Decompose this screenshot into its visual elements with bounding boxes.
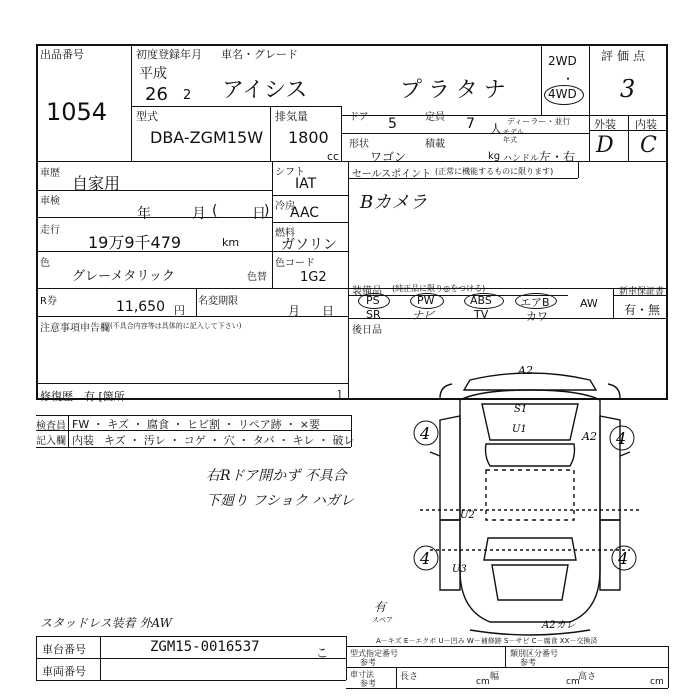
equipment-label: 装備品	[352, 286, 382, 297]
tire-rear-right: 4	[618, 549, 629, 568]
car-name-label: 車名・グレード	[221, 48, 298, 61]
sales-point-value: Bカメラ	[360, 192, 428, 213]
inspection-month: 月	[192, 206, 206, 222]
doors-label: ドア	[349, 112, 369, 123]
chassis-value: ZGM15-0016537	[150, 639, 260, 655]
inspection-paren-close: )	[264, 203, 270, 219]
color-change-label: 色替	[247, 272, 267, 283]
divider	[541, 44, 542, 115]
divider	[396, 667, 397, 688]
lot-number-label: 出品番号	[40, 48, 84, 61]
equipment-note: (純正品に限り◎をつける)	[392, 284, 486, 293]
model-value: DBA-ZGM15W	[150, 128, 264, 147]
registration-era: 平成	[139, 66, 167, 82]
damage-legend: A－キズ E－エクボ U－凹み W－補修跡 S－サビ C－腐食 XX－交換済	[376, 637, 598, 645]
equipment-aw: AW	[580, 297, 598, 310]
mileage-unit: km	[222, 236, 240, 249]
score-label: 評価点	[601, 49, 650, 63]
shift-value: IAT	[295, 176, 317, 192]
damage-mark: A2	[518, 364, 533, 377]
car-grade: プラタナ	[400, 78, 512, 103]
divider	[36, 636, 346, 637]
handle-label: ハンドル	[503, 154, 540, 164]
equipment-leather: カワ	[526, 310, 548, 323]
divider	[505, 646, 506, 667]
car-name: アイシス	[222, 78, 308, 103]
score-value: 3	[620, 75, 636, 103]
fuel-value: ガソリン	[281, 237, 337, 253]
handwritten-note-1: 右Rドア開かず 不具合	[206, 468, 347, 484]
mileage-label: 走行	[40, 225, 60, 236]
class-number-label: 類別区分番号	[510, 649, 558, 658]
expiry-month: 月	[288, 304, 301, 318]
divider	[272, 195, 348, 196]
registration-label: 初度登録年月	[136, 48, 202, 61]
sales-point-note: (正常に機能するものに限ります)	[435, 167, 554, 176]
mileage-value: 19万9千479	[88, 233, 182, 252]
displacement-value: 1800	[288, 128, 329, 147]
equipment-tv: TV	[474, 308, 489, 321]
repair-value: 有 [箇所	[84, 390, 125, 403]
divider	[578, 161, 579, 178]
class-number-ref: 参考	[520, 658, 536, 667]
recycle-unit: 円	[174, 304, 185, 317]
drive-4wd: 4WD	[548, 87, 577, 101]
handwritten-note-2: 下廻り フショク ハガレ	[206, 493, 355, 509]
divider	[36, 383, 348, 384]
divider	[628, 115, 629, 161]
history-label: 車歴	[40, 168, 60, 179]
check-label-2: 記入欄	[36, 436, 66, 447]
divider	[100, 636, 101, 680]
capacity-value: 7	[466, 116, 475, 132]
divider	[589, 44, 590, 161]
damage-mark: U1	[512, 424, 527, 435]
equipment-ps: PS	[366, 294, 380, 307]
divider	[346, 667, 668, 668]
model-label: 型式	[136, 110, 158, 123]
body-value: ワゴン	[370, 150, 407, 164]
size-label: 車寸法	[350, 670, 374, 679]
divider	[346, 636, 347, 680]
car-damage-diagram	[400, 360, 670, 650]
check-interior-label: 内装	[72, 434, 94, 447]
drive-dot: ・	[562, 72, 575, 86]
tire-front-right: 4	[616, 429, 627, 448]
ac-value: AAC	[290, 205, 320, 221]
drive-2wd: 2WD	[548, 54, 577, 68]
divider	[348, 318, 668, 319]
divider	[68, 415, 69, 447]
exterior-score: D	[596, 133, 614, 158]
divider	[613, 288, 614, 318]
height-unit: cm	[650, 677, 664, 687]
load-unit: kg	[488, 151, 501, 162]
divider	[668, 646, 669, 688]
color-code-label: 色コード	[275, 258, 315, 269]
warranty-label: 新車保証書	[619, 287, 665, 297]
warranty-value: 有・無	[624, 303, 661, 317]
damage-mark: A2	[582, 430, 597, 443]
divider	[272, 222, 348, 223]
divider	[348, 161, 349, 400]
equipment-sr: SR	[366, 308, 381, 321]
color-code-value: 1G2	[300, 270, 327, 285]
inspection-paren: (	[212, 203, 218, 219]
divider	[270, 106, 271, 161]
check-interior-row: キズ ・ 汚レ ・ コゲ ・ 穴 ・ タバ ・ キレ ・ 破レ	[104, 434, 355, 447]
displacement-label: 排気量	[275, 110, 308, 123]
exterior-label: 外装	[594, 118, 616, 131]
history-value: 自家用	[72, 174, 121, 193]
recycle-value: 11,650	[116, 299, 165, 315]
lot-number-value: 1054	[46, 98, 108, 126]
shift-label: シフト	[275, 167, 305, 178]
body-outline	[460, 390, 600, 622]
size-ref: 参考	[360, 679, 376, 688]
equipment-abs: ABS	[470, 294, 492, 307]
divider	[341, 133, 589, 134]
registration-year: 26	[145, 84, 168, 105]
doors-value: 5	[388, 116, 397, 132]
damage-mark: U3	[452, 564, 467, 575]
fuel-label: 燃料	[275, 228, 295, 239]
vehicle-number-label: 車両番号	[42, 665, 86, 678]
notes-label: 注意事項申告欄	[40, 323, 110, 334]
type-number-label: 型式指定番号	[350, 649, 398, 658]
inspection-year: 年	[137, 206, 151, 222]
divider	[196, 288, 197, 316]
sales-point-label: セールスポイント	[352, 169, 432, 180]
equipment-pw: PW	[417, 294, 435, 307]
repair-end: ]	[337, 388, 342, 401]
damage-mark: A2カレ	[542, 620, 576, 631]
length-label: 長さ	[400, 672, 419, 682]
divider	[272, 161, 273, 288]
handwritten-note-3: スタッドレス装着 外AW	[40, 616, 172, 630]
ac-label: 冷房	[275, 201, 295, 212]
spare-value: 有	[374, 600, 387, 614]
equipment-nav: ナビ	[412, 309, 434, 322]
registration-month: 2	[183, 88, 192, 103]
body-label: 形状	[349, 139, 369, 150]
dealer-label: ディーラー・並行	[507, 117, 571, 126]
model-year-label: モデル 年式	[503, 128, 524, 144]
displacement-unit: cc	[327, 150, 340, 163]
recycle-label: R券	[40, 296, 57, 307]
chassis-label: 車台番号	[42, 643, 86, 656]
interior-score: C	[640, 133, 657, 158]
height-label: 高さ	[578, 672, 597, 682]
divider	[131, 44, 132, 161]
load-label: 積載	[425, 139, 445, 150]
color-value: グレーメタリック	[72, 269, 175, 284]
divider	[36, 217, 272, 218]
width-unit: cm	[566, 677, 580, 687]
expiry-day: 日	[322, 304, 335, 318]
divider	[36, 658, 346, 659]
delivery-label: 後日品	[352, 325, 382, 336]
color-label: 色	[40, 258, 50, 269]
capacity-unit: 人	[490, 122, 503, 136]
capacity-label: 定員	[425, 112, 445, 123]
notes-note: (不具合内容等は具体的に記入して下さい)	[110, 322, 242, 330]
width-label: 幅	[490, 672, 500, 682]
interior-label: 内装	[635, 118, 657, 131]
damage-mark: U2	[460, 510, 475, 521]
check-fw-row: FW ・ キズ ・ 腐食 ・ ヒビ割 ・ リペア跡 ・ ×要	[72, 418, 320, 431]
repair-label: 修復歴	[40, 390, 73, 403]
tire-rear-left: 4	[420, 549, 431, 568]
damage-mark: S1	[514, 404, 528, 415]
spare-label: スペア	[372, 616, 393, 624]
divider	[131, 106, 341, 107]
divider	[36, 636, 37, 680]
check-label-1: 検査員	[36, 421, 66, 432]
chassis-tail: こ	[316, 646, 329, 660]
length-unit: cm	[476, 677, 490, 687]
divider	[346, 688, 668, 689]
inspection-day: 日	[252, 206, 266, 222]
expiry-label: 名変期限	[198, 296, 238, 307]
inspection-label: 車検	[40, 196, 60, 207]
divider	[36, 680, 346, 681]
handle-value: 左・右	[539, 150, 576, 164]
tire-front-left: 4	[420, 424, 431, 443]
divider	[36, 316, 348, 317]
divider	[346, 646, 668, 647]
type-number-ref: 参考	[360, 658, 376, 667]
equipment-airbag: エアB	[520, 296, 550, 309]
